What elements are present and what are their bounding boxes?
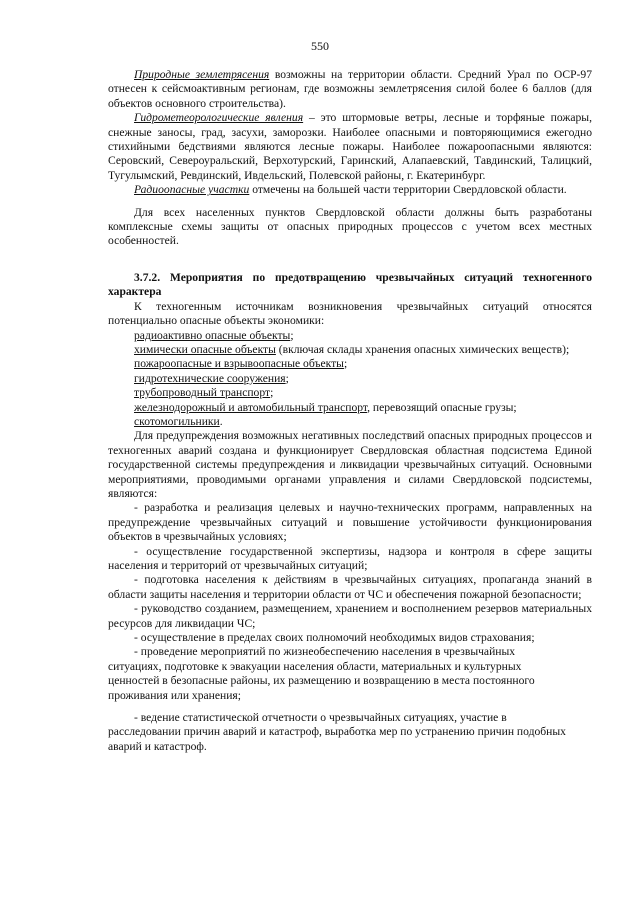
- paragraph-hydrometeo: Гидрометеорологические явления – это штормовые ветры, лесные и торфяные пожары, снежные заносы, град, засухи, заморозки. Наиболее опасными и повторяющимися ежегодно стихийными бедствиями являются лесные пожары. Наиболее пожароопасными являются: Серовский, Североуральский, Верхотурский, Гаринский, Алапаевский, Тавдинский, Талицкий, Тугулымский, Ревдинский, Ивдельский, Полевской районы, г. Екатеринбург.: [108, 111, 592, 182]
- page-number: 550: [311, 39, 329, 53]
- paragraph-radiation: Радиоопасные участки отмечены на большей части территории Свердловской области.: [134, 183, 567, 197]
- term-earthquakes: Природные землетрясения: [134, 68, 270, 81]
- paragraph-protection-schemes: Для всех населенных пунктов Свердловской области должны быть разработаны комплексные схемы защиты от опасных природных процессов с учетом всех местных особенностей.: [108, 205, 592, 248]
- list-item: химически опасные объекты (включая склады хранения опасных химических веществ);: [134, 342, 570, 356]
- list-item: гидротехнические сооружения;: [134, 371, 289, 385]
- measure-item: - осуществление государственной экспертизы, надзора и контроля в сфере защиты населения и территорий от чрезвычайных ситуаций;: [108, 544, 592, 572]
- list-item: пожароопасные и взрывоопасные объекты;: [134, 357, 348, 371]
- measure-item: - проведение мероприятий по жизнеобеспечению населения в чрезвычайных ситуациях, подготовке к эвакуации населения области, материальных и культурных ценностей в безопасные районы, их размещению и возвращению в места постоянного проживания или хранения;: [108, 645, 535, 702]
- page-body: [108, 68, 592, 754]
- term-hydrometeo: Гидрометеорологические явления: [134, 111, 304, 125]
- list-item: радиоактивно опасные объекты;: [134, 328, 294, 342]
- measure-item: - подготовка населения к действиям в чрезвычайных ситуациях, пропаганда знаний в области защиты населения и территории области от ЧС и обеспечения пожарной безопасности;: [108, 573, 592, 601]
- section-heading: 3.7.2. Мероприятия по предотвращению чрезвычайных ситуаций техногенного характера: [108, 270, 592, 299]
- term-radiation: Радиоопасные участки: [134, 183, 250, 197]
- list-item: трубопроводный транспорт;: [134, 386, 274, 400]
- measure-item: - руководство созданием, размещением, хранением и восполнением резервов материальных ресурсов для ликвидации ЧС;: [108, 602, 592, 630]
- measure-item: - осуществление в пределах своих полномочий необходимых видов страхования;: [134, 631, 535, 645]
- paragraph-prevention: Для предупреждения возможных негативных последствий опасных природных процессов и техногенных аварий создана и функционирует Свердловская областная подсистема Единой государственной системы предупреждения и ликвидации чрезвычайных ситуаций. Основными мероприятиями, проводимыми органами управления и силами Свердловской подсистемы, являются:: [108, 429, 592, 500]
- measure-item: - разработка и реализация целевых и научно-технических программ, направленных на предупреждение чрезвычайных ситуаций и повышение устойчивости функционирования объектов в чрезвычайных условиях;: [108, 501, 592, 544]
- paragraph-earthquakes: Природные землетрясения возможны на территории области. Средний Урал по ОСР-97 отнесен к сейсмоактивным регионам, где возможны землетрясения силой более 6 баллов (для объектов основного строительства).: [108, 68, 592, 110]
- list-item: скотомогильники.: [134, 414, 223, 428]
- list-item: железнодорожный и автомобильный транспорт, перевозящий опасные грузы;: [134, 400, 517, 414]
- measure-item: - ведение статистической отчетности о чрезвычайных ситуациях, участие в расследовании причин аварий и катастроф, выработка мер по устранению причин подобных аварий и катастроф.: [108, 711, 566, 753]
- paragraph-intro: К техногенным источникам возникновения чрезвычайных ситуаций относятся потенциально опасные объекты экономики:: [108, 299, 592, 328]
